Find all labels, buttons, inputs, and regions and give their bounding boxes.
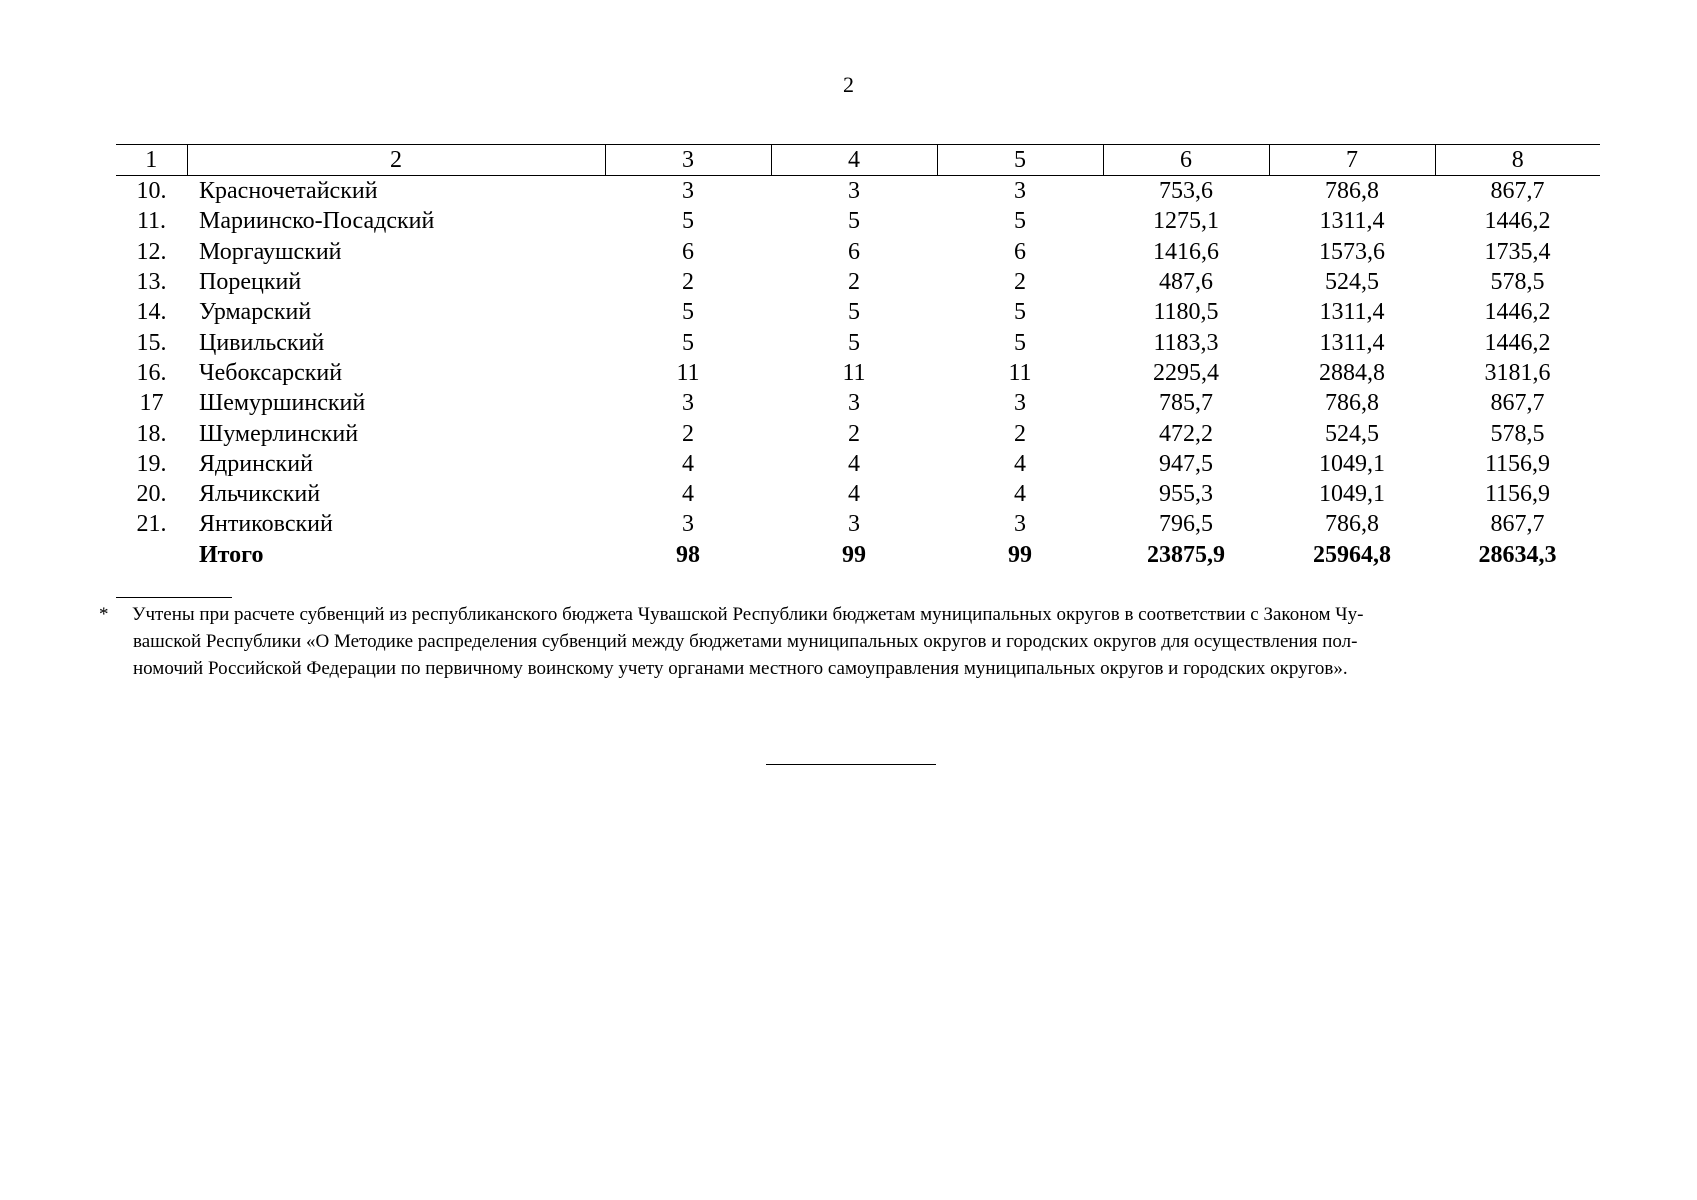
value-cell: 3 xyxy=(682,178,694,205)
table-body xyxy=(116,176,1600,570)
row-number-cell: 13. xyxy=(136,269,167,296)
value-cell: 1446,2 xyxy=(1484,299,1551,326)
row-number-cell: 16. xyxy=(136,359,167,386)
district-name-cell: Чебоксарский xyxy=(199,359,343,386)
table-row xyxy=(116,237,1600,267)
value-cell: 11 xyxy=(842,359,866,386)
total-cell: 23875,9 xyxy=(1147,541,1225,568)
value-cell: 5 xyxy=(682,329,694,356)
value-cell: 1180,5 xyxy=(1153,299,1219,326)
table-row xyxy=(116,418,1600,448)
value-cell: 11 xyxy=(676,359,700,386)
column-header: 3 xyxy=(605,145,771,176)
table-row xyxy=(116,176,1600,207)
footnote-mark: * xyxy=(99,604,109,625)
total-cell: 98 xyxy=(676,541,700,568)
total-num-cell xyxy=(116,540,187,570)
value-cell: 5 xyxy=(848,208,860,235)
table-row xyxy=(116,297,1600,327)
value-cell: 867,7 xyxy=(1490,178,1545,205)
value-cell: 1573,6 xyxy=(1319,238,1385,265)
value-cell: 2 xyxy=(1014,269,1026,296)
value-cell: 955,3 xyxy=(1159,481,1213,508)
value-cell: 5 xyxy=(848,299,860,326)
value-cell: 1049,1 xyxy=(1319,450,1385,477)
column-header: 6 xyxy=(1103,145,1269,176)
value-cell: 1311,4 xyxy=(1319,208,1385,235)
value-cell: 1156,9 xyxy=(1484,450,1551,477)
district-name-cell: Шумерлинский xyxy=(199,420,359,447)
value-cell: 3 xyxy=(848,178,860,205)
value-cell: 6 xyxy=(682,238,694,265)
total-cell: 99 xyxy=(1008,541,1032,568)
table-row xyxy=(116,509,1600,539)
value-cell: 2 xyxy=(682,420,694,447)
value-cell: 5 xyxy=(682,208,694,235)
total-cell: 25964,8 xyxy=(1313,541,1391,568)
district-name-cell: Цивильский xyxy=(199,329,325,356)
value-cell: 3 xyxy=(1014,390,1026,417)
column-header: 8 xyxy=(1435,145,1600,176)
district-name-cell: Урмарский xyxy=(199,299,312,326)
value-cell: 5 xyxy=(682,299,694,326)
value-cell: 3 xyxy=(682,511,694,538)
table-row xyxy=(116,388,1600,418)
value-cell: 786,8 xyxy=(1325,511,1379,538)
value-cell: 4 xyxy=(1014,450,1026,477)
value-cell: 5 xyxy=(1014,299,1026,326)
district-name-cell: Порецкий xyxy=(199,269,302,296)
value-cell: 796,5 xyxy=(1159,511,1213,538)
value-cell: 1446,2 xyxy=(1484,329,1551,356)
row-number-cell: 10. xyxy=(136,178,167,205)
value-cell: 1311,4 xyxy=(1319,299,1385,326)
value-cell: 4 xyxy=(682,481,694,508)
value-cell: 578,5 xyxy=(1490,269,1545,296)
value-cell: 867,7 xyxy=(1490,390,1545,417)
value-cell: 6 xyxy=(1014,238,1026,265)
row-number-cell: 19. xyxy=(136,450,167,477)
value-cell: 2 xyxy=(1014,420,1026,447)
value-cell: 2 xyxy=(682,269,694,296)
table-row xyxy=(116,267,1600,297)
district-name-cell: Моргаушский xyxy=(199,238,342,265)
footnote-line-1 xyxy=(99,601,1600,628)
value-cell: 578,5 xyxy=(1490,420,1545,447)
total-label: Итого xyxy=(199,541,264,568)
row-number-cell: 15. xyxy=(136,329,167,356)
column-header: 7 xyxy=(1269,145,1435,176)
value-cell: 3 xyxy=(1014,178,1026,205)
data-table xyxy=(116,144,1600,570)
value-cell: 4 xyxy=(848,481,860,508)
footnote-line-3: номочий Российской Федерации по первичному воинскому учету органами местного самоуправления муниципальных округов и городских округов». xyxy=(133,658,1348,679)
table-total-row xyxy=(116,540,1600,570)
row-number-cell: 17 xyxy=(139,390,164,417)
value-cell: 1446,2 xyxy=(1484,208,1551,235)
value-cell: 524,5 xyxy=(1325,420,1379,447)
value-cell: 4 xyxy=(848,450,860,477)
district-name-cell: Яльчикский xyxy=(199,481,321,508)
district-name-cell: Красночетайский xyxy=(199,178,378,205)
value-cell: 4 xyxy=(1014,481,1026,508)
table-row xyxy=(116,206,1600,236)
value-cell: 1156,9 xyxy=(1484,481,1551,508)
row-number-cell: 12. xyxy=(136,238,167,265)
value-cell: 2 xyxy=(848,420,860,447)
district-name-cell: Мариинско-Посадский xyxy=(199,208,435,235)
column-header: 4 xyxy=(771,145,937,176)
value-cell: 2295,4 xyxy=(1153,359,1219,386)
row-number-cell: 20. xyxy=(136,481,167,508)
row-number-cell: 21. xyxy=(136,511,167,538)
value-cell: 1311,4 xyxy=(1319,329,1385,356)
value-cell: 2884,8 xyxy=(1319,359,1385,386)
total-cell: 28634,3 xyxy=(1478,541,1557,568)
district-name-cell: Ядринский xyxy=(199,450,313,477)
value-cell: 786,8 xyxy=(1325,390,1379,417)
table-row xyxy=(116,327,1600,357)
value-cell: 5 xyxy=(1014,329,1026,356)
footnote-line-2: вашской Республики «О Методике распределения субвенций между бюджетами муниципальных округов и городских округов для осуществления пол- xyxy=(133,631,1358,652)
row-number-cell: 11. xyxy=(136,208,167,235)
table-row xyxy=(116,479,1600,509)
district-name-cell: Шемуршинский xyxy=(199,390,366,417)
row-number-cell: 18. xyxy=(136,420,167,447)
table-header-row xyxy=(116,145,1600,176)
value-cell: 753,6 xyxy=(1159,178,1213,205)
value-cell: 3 xyxy=(848,390,860,417)
value-cell: 1416,6 xyxy=(1153,238,1219,265)
table-row xyxy=(116,358,1600,388)
value-cell: 786,8 xyxy=(1325,178,1379,205)
value-cell: 6 xyxy=(848,238,860,265)
row-number-cell: 14. xyxy=(136,299,167,326)
value-cell: 3181,6 xyxy=(1484,359,1551,386)
value-cell: 1735,4 xyxy=(1484,238,1551,265)
data-table-container xyxy=(116,144,1600,570)
value-cell: 867,7 xyxy=(1490,511,1545,538)
value-cell: 2 xyxy=(848,269,860,296)
value-cell: 472,2 xyxy=(1159,420,1213,447)
value-cell: 1049,1 xyxy=(1319,481,1385,508)
value-cell: 524,5 xyxy=(1325,269,1379,296)
value-cell: 3 xyxy=(682,390,694,417)
value-cell: 1275,1 xyxy=(1153,208,1219,235)
footnote-separator xyxy=(116,597,232,598)
end-separator xyxy=(766,764,936,765)
column-header: 2 xyxy=(187,145,605,176)
district-name-cell: Янтиковский xyxy=(199,511,333,538)
value-cell: 11 xyxy=(1008,359,1032,386)
total-cell: 99 xyxy=(842,541,866,568)
column-header: 5 xyxy=(937,145,1103,176)
value-cell: 785,7 xyxy=(1159,390,1213,417)
page-number: 2 xyxy=(843,72,854,97)
column-header: 1 xyxy=(116,145,187,176)
table-row xyxy=(116,449,1600,479)
value-cell: 3 xyxy=(848,511,860,538)
value-cell: 3 xyxy=(1014,511,1026,538)
value-cell: 1183,3 xyxy=(1153,329,1219,356)
value-cell: 5 xyxy=(1014,208,1026,235)
value-cell: 947,5 xyxy=(1159,450,1213,477)
value-cell: 487,6 xyxy=(1159,269,1213,296)
footnote-text-1: Учтены при расчете субвенций из республиканского бюджета Чувашской Республики бюджетам муниципальных округов в соответствии с Законом Чу- xyxy=(132,604,1364,625)
value-cell: 5 xyxy=(848,329,860,356)
footnote xyxy=(99,601,1600,682)
value-cell: 4 xyxy=(682,450,694,477)
